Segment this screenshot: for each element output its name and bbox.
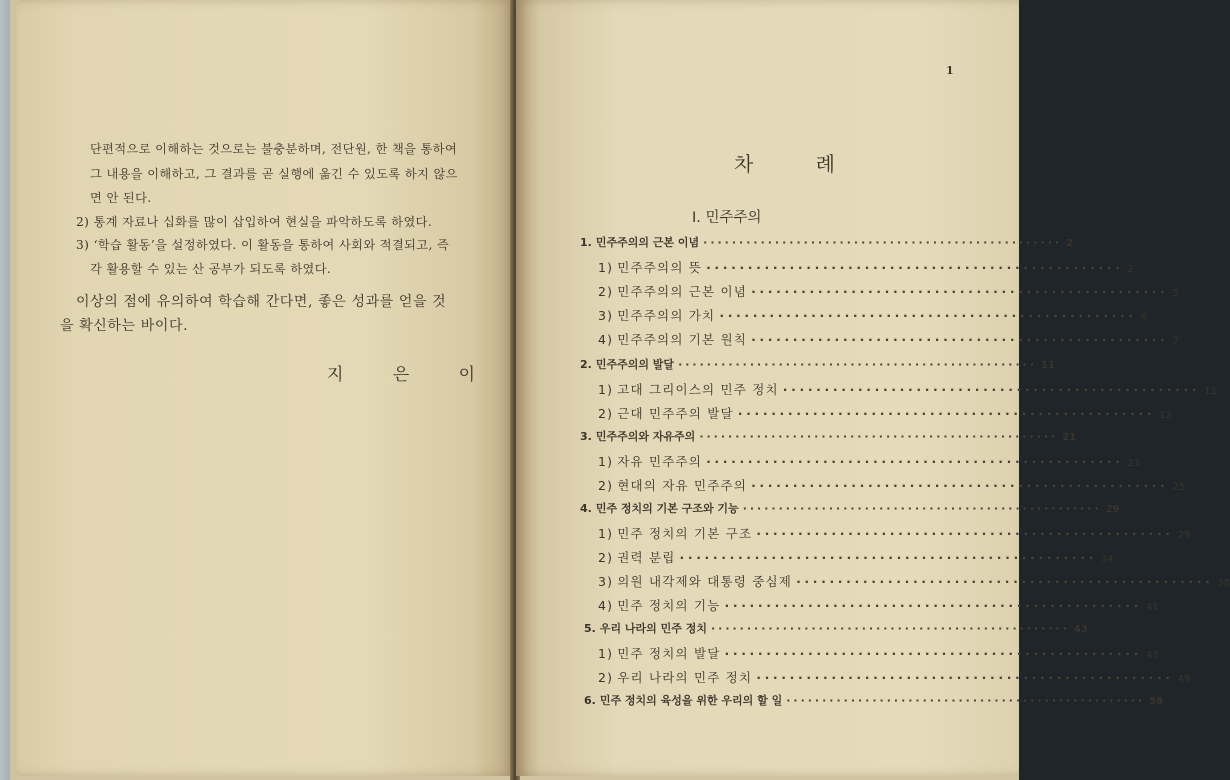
toc-leader-dots: ··················································	[706, 454, 1124, 469]
toc-page-number: 34	[1100, 554, 1114, 565]
toc-page-number: 2	[1066, 238, 1074, 249]
author-signature: 지 은 이	[327, 365, 498, 385]
toc-subsection[interactable]	[598, 404, 1172, 422]
toc-leader-dots: ··················································	[742, 502, 1102, 515]
toc-leader-dots: ··················································	[782, 382, 1201, 397]
toc-entry-title: 민주주의의 근본 이념	[595, 236, 700, 249]
toc-page-number: 2	[1127, 264, 1134, 275]
toc-number: 2)	[598, 406, 614, 421]
toc-leader-dots: ··················································	[786, 694, 1146, 707]
toc-number: 1)	[598, 454, 614, 469]
toc-number: 1)	[598, 260, 614, 275]
toc-leader-dots: ··················································	[724, 598, 1142, 613]
left-line-4: 2) 통계 자료나 십화를 많이 삽입하여 현실을 파악하도록 하였다.	[76, 215, 433, 229]
toc-section[interactable]	[580, 356, 1055, 372]
toc-leader-dots: ··················································	[756, 670, 1174, 685]
left-line-1: 단편적으로 이해하는 것으로는 불충분하며, 전단원, 한 책을 통하여	[90, 142, 458, 156]
toc-page-number: 21	[1062, 432, 1077, 443]
toc-entry-title: 근대 민주주의 발달	[617, 406, 734, 421]
toc-subsection[interactable]	[598, 572, 1230, 590]
toc-entry-title: 권력 분립	[617, 550, 676, 565]
toc-section[interactable]	[580, 500, 1120, 516]
toc-entry-title: 민주주의의 가치	[617, 308, 716, 323]
toc-number: 2)	[598, 670, 614, 685]
toc-subsection[interactable]	[598, 452, 1141, 470]
toc-page-number: 3	[1172, 288, 1179, 299]
toc-subsection[interactable]	[598, 668, 1191, 686]
toc-page-number: 38	[1217, 578, 1230, 589]
toc-leader-dots: ··················································	[751, 478, 1169, 493]
toc-subsection[interactable]	[598, 524, 1191, 542]
toc-entry-title: 민주주의의 뜻	[617, 260, 703, 275]
toc-section[interactable]	[580, 428, 1077, 444]
toc-entry-title: 현대의 자유 민주주의	[617, 478, 748, 493]
toc-leader-dots: ··················································	[710, 622, 1070, 635]
toc-number: 3.	[580, 430, 592, 443]
toc-entry-title: 우리 나라의 민주 정치	[617, 670, 753, 685]
toc-number: 3)	[598, 308, 614, 323]
part-title: Ⅰ. 민주주의	[692, 210, 762, 226]
toc-number: 1)	[598, 382, 614, 397]
toc-subsection[interactable]	[598, 596, 1159, 614]
toc-number: 1)	[598, 526, 614, 541]
toc-subsection[interactable]	[598, 476, 1186, 494]
toc-page-number: 11	[1041, 360, 1055, 371]
toc-entry-title: 자유 민주주의	[617, 454, 703, 469]
left-page	[16, 0, 514, 776]
toc-entry-title: 민주 정치의 육성을 위한 우리의 할 일	[599, 694, 783, 707]
toc-leader-dots: ··················································	[678, 358, 1037, 371]
toc-entry-title: 민주주의의 발달	[595, 358, 675, 371]
toc-subsection[interactable]	[598, 330, 1179, 348]
toc-page-number: 11	[1204, 386, 1217, 397]
left-line-2: 그 내용을 이해하고, 그 결과를 곧 실행에 옮긴 수 있도록 하지 않으	[90, 167, 458, 181]
toc-section[interactable]	[584, 692, 1164, 708]
toc-leader-dots: ··················································	[751, 284, 1169, 299]
toc-page-number: 29	[1105, 504, 1120, 515]
toc-leader-dots: ··················································	[756, 526, 1174, 541]
left-line-5: 3) ‘학습 활동’을 설정하였다. 이 활동을 통하여 사회와 적결되고, 즉	[76, 238, 450, 252]
toc-entry-title: 민주 정치의 기본 구조	[617, 526, 753, 541]
toc-leader-dots: ··················································	[719, 308, 1137, 323]
toc-number: 4)	[598, 598, 614, 613]
toc-page-number: 12	[1159, 410, 1172, 421]
toc-entry-title: 민주주의와 자유주의	[595, 430, 696, 443]
toc-page-number: 29	[1177, 530, 1191, 541]
toc-page-number: 49	[1177, 674, 1191, 685]
toc-entry-title: 민주주의의 근본 이념	[617, 284, 748, 299]
toc-leader-dots: ··················································	[796, 574, 1214, 589]
toc-subsection[interactable]	[598, 306, 1148, 324]
toc-number: 3)	[598, 574, 614, 589]
toc-entry-title: 민주 정치의 발달	[617, 646, 721, 661]
toc-section[interactable]	[580, 234, 1074, 250]
toc-title: 차 례	[734, 152, 863, 176]
toc-page-number: 21	[1127, 458, 1141, 469]
toc-number: 4)	[598, 332, 614, 347]
toc-leader-dots: ··················································	[703, 236, 1063, 249]
toc-subsection[interactable]	[598, 380, 1217, 398]
toc-subsection[interactable]	[598, 548, 1114, 566]
toc-entry-title: 민주 정치의 기본 구조와 기능	[595, 502, 739, 515]
toc-page-number: 58	[1149, 696, 1164, 707]
toc-page-number: 6	[1140, 312, 1148, 323]
toc-number: 2)	[598, 478, 614, 493]
toc-entry-title: 민주주의의 기본 원칙	[617, 332, 748, 347]
right-page	[516, 0, 1230, 776]
left-line-7: 이상의 점에 유의하여 학습해 간다면, 좋은 성과를 얻을 것	[76, 294, 447, 310]
toc-page-number: 43	[1073, 624, 1088, 635]
toc-page-number: 7	[1172, 336, 1179, 347]
toc-page-number: 41	[1145, 602, 1159, 613]
toc-number: 2)	[598, 550, 614, 565]
toc-section[interactable]	[584, 620, 1088, 636]
toc-entry-title: 의원 내각제와 대통령 중심제	[617, 574, 793, 589]
toc-leader-dots: ··················································	[679, 550, 1097, 565]
toc-number: 1)	[598, 646, 614, 661]
page-number: 1	[946, 64, 954, 77]
toc-subsection[interactable]	[598, 644, 1159, 662]
toc-leader-dots: ··················································	[737, 406, 1156, 421]
toc-number: 1.	[580, 236, 592, 249]
toc-leader-dots: ··················································	[706, 260, 1124, 275]
toc-leader-dots: ··················································	[724, 646, 1142, 661]
left-line-3: 면 안 된다.	[90, 191, 152, 205]
toc-subsection[interactable]	[598, 258, 1134, 276]
toc-entry-title: 민주 정치의 기능	[617, 598, 721, 613]
toc-page-number: 43	[1145, 650, 1159, 661]
toc-number: 2)	[598, 284, 614, 299]
toc-number: 6.	[584, 694, 596, 707]
toc-page-number: 25	[1172, 482, 1186, 493]
toc-leader-dots: ··················································	[751, 332, 1169, 347]
left-line-6: 각 활용할 수 있는 산 공부가 되도록 하였다.	[90, 262, 332, 276]
toc-subsection[interactable]	[598, 282, 1179, 300]
left-line-8: 을 확신하는 바이다.	[60, 318, 189, 334]
toc-leader-dots: ··················································	[699, 430, 1059, 443]
toc-entry-title: 고대 그리이스의 민주 정치	[617, 382, 779, 397]
toc-entry-title: 우리 나라의 민주 정치	[599, 622, 707, 635]
toc-number: 2.	[580, 358, 592, 371]
toc-number: 5.	[584, 622, 596, 635]
toc-number: 4.	[580, 502, 592, 515]
